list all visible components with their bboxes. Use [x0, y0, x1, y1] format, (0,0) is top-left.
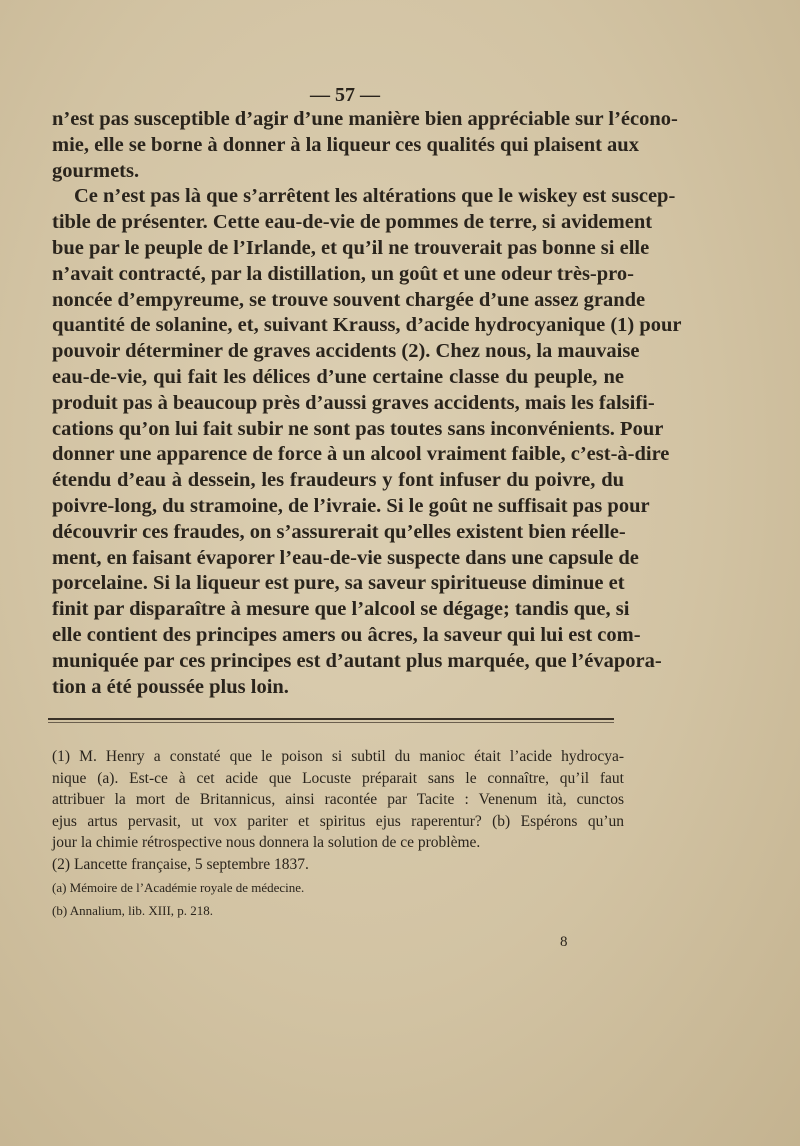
text-line: n’avait contracté, par la distillation, un goût et une odeur très-pro- [52, 262, 634, 285]
footnote-b: (b) Annalium, lib. XIII, p. 218. [52, 903, 214, 918]
text-line: tion a été poussée plus loin. [52, 675, 289, 698]
text-line: étendu d’eau à dessein, les fraudeurs y font infuser du poivre, du [52, 469, 624, 492]
main-text [52, 107, 682, 700]
text-line: n’est pas susceptible d’agir d’une manière bien appréciable sur l’écono- [52, 108, 678, 130]
page-number: — 57 — [310, 84, 380, 106]
text-line: eau-de-vie, qui fait les délices d’une certaine classe du peuple, ne [52, 365, 624, 388]
text-line: quantité de solanine, et, suivant Krauss, d’acide hydrocyanique (1) pour [52, 314, 682, 337]
text-line: cations qu’on lui fait subir ne sont pas toutes sans inconvénients. Pour [52, 417, 664, 440]
footnote-divider [48, 718, 614, 720]
text-line: mie, elle se borne à donner à la liqueur ces qualités qui plaisent aux [52, 133, 639, 156]
text-line: gourmets. [52, 159, 140, 182]
footnote-line: attribuer la mort de Britannicus, ainsi racontée par Tacite : Venenum ità, cunctos [52, 791, 624, 808]
text-line: finit par disparaître à mesure que l’alcool se dégage; tandis que, si [52, 598, 630, 621]
footnote-a: (a) Mémoire de l’Académie royale de médecine. [52, 880, 305, 895]
text-line: poivre-long, du stramoine, de l’ivraie. Si le goût ne suffisait pas pour [52, 494, 650, 517]
footnote-2: (2) Lancette française, 5 septembre 1837. [52, 855, 309, 873]
text-line: tible de présenter. Cette eau-de-vie de pommes de terre, si avidement [52, 211, 653, 234]
text-line: produit pas à beaucoup près d’aussi graves accidents, mais les falsifi- [52, 391, 655, 414]
footnote-line: (1) M. Henry a constaté que le poison si subtil du manioc était l’acide hydrocya- [52, 748, 624, 765]
footnote-line: jour la chimie rétrospective nous donnera la solution de ce problème. [52, 834, 481, 851]
footnotes [52, 746, 624, 921]
text-line: muniquée par ces principes est d’autant plus marquée, que l’évapora- [52, 649, 662, 672]
text-line: ment, en faisant évaporer l’eau-de-vie suspecte dans une capsule de [52, 546, 639, 569]
footnote-line: ejus artus pervasit, ut vox pariter et spiritus ejus raperentur? (b) Espérons qu’un [52, 812, 624, 830]
text-line: Ce n’est pas là que s’arrêtent les altérations que le wiskey est suscep- [74, 185, 676, 208]
text-line: découvrir ces fraudes, on s’assurerait qu’elles existent bien réelle- [52, 520, 626, 543]
text-line: donner une apparence de force à un alcool vraiment faible, c’est-à-dire [52, 443, 670, 466]
text-line: bue par le peuple de l’Irlande, et qu’il ne trouverait pas bonne si elle [52, 236, 650, 259]
text-line: noncée d’empyreume, se trouve souvent chargée d’une assez grande [52, 288, 646, 311]
text-line: porcelaine. Si la liqueur est pure, sa saveur spiritueuse diminue et [52, 572, 625, 595]
signature-mark: 8 [560, 934, 568, 950]
footnote-line: nique (a). Est-ce à cet acide que Locuste préparait sans le connaître, qu’il faut [52, 769, 624, 787]
text-line: pouvoir déterminer de graves accidents (2). Chez nous, la mauvaise [52, 340, 640, 363]
footnote-divider-thin [48, 722, 614, 723]
text-line: elle contient des principes amers ou âcres, la saveur qui lui est com- [52, 623, 641, 646]
